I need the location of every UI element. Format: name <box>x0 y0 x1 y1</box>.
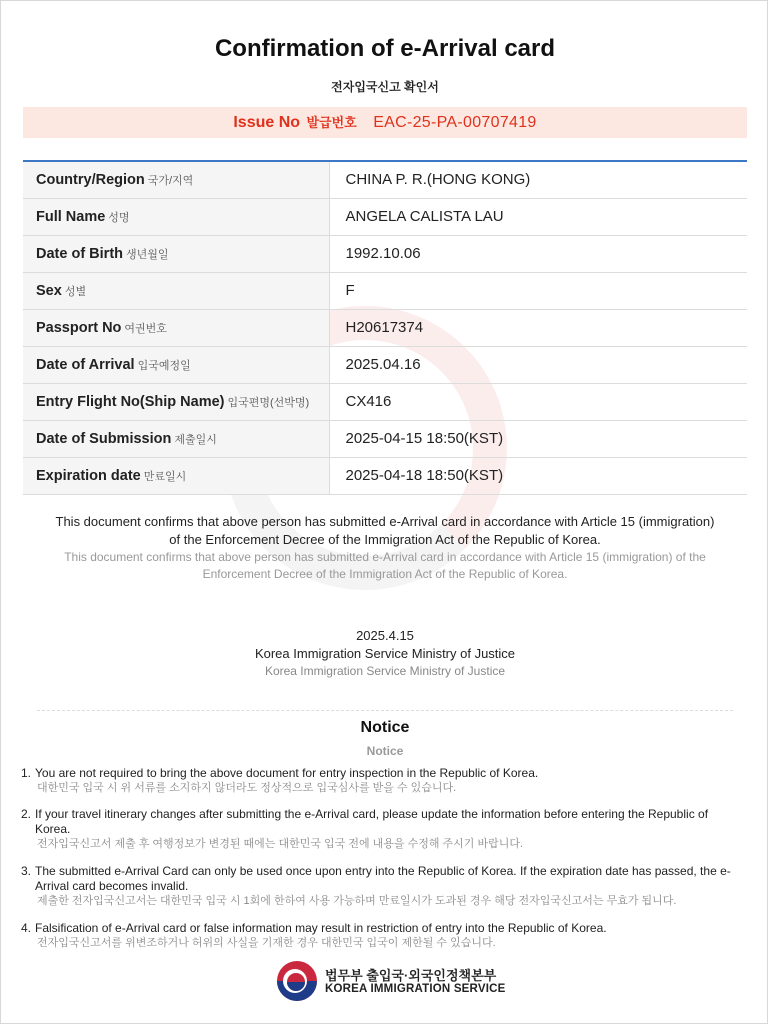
notice-text-kr: 제출한 전자입국신고서는 대한민국 입국 시 1회에 한하여 사용 가능하며 만료일시가 도과된 경우 해당 전자입국신고서는 무효가 됩니다. <box>37 895 677 907</box>
notice-text-en: Falsification of e-Arrival card or false information may result in restriction of entry into the Republic of Korea. <box>35 921 607 935</box>
field-value-sex: F <box>329 272 747 309</box>
korea-immigration-logo <box>277 959 506 1005</box>
table-row <box>23 161 747 198</box>
notice-number: 2. <box>21 807 32 821</box>
field-value-country: CHINA P. R.(HONG KONG) <box>329 161 747 198</box>
field-label: Full Name 성명 <box>23 198 329 235</box>
table-row <box>23 383 747 420</box>
notice-text-kr: 대한민국 입국 시 위 서류를 소지하지 않더라도 정상적으로 입국심사를 받을 수 있습니다. <box>37 782 457 794</box>
field-label: Entry Flight No(Ship Name) 입국편명(선박명) <box>23 383 329 420</box>
notice-text-en: If your travel itinerary changes after submitting the e-Arrival card, please update the information before entering the Republic of Korea. <box>35 807 709 836</box>
issue-label: Issue No <box>233 114 301 131</box>
field-value-date-of-arrival: 2025.04.16 <box>329 346 747 383</box>
field-label: Country/Region 국가/지역 <box>23 161 329 198</box>
logo-text-kr: 법무부 출입국·외국인정책본부 <box>325 968 497 983</box>
notice-subtitle: Notice <box>366 744 404 758</box>
notice-item <box>21 921 733 951</box>
notice-item <box>21 864 733 909</box>
issue-label-kr: 발급번호 <box>306 115 357 130</box>
field-value-passport-no: H20617374 <box>329 309 747 346</box>
field-value-full-name: ANGELA CALISTA LAU <box>329 198 747 235</box>
field-value-expiration-date: 2025-04-18 18:50(KST) <box>329 457 747 494</box>
issuer-name: Korea Immigration Service Ministry of Justice <box>254 646 516 661</box>
document-title: Confirmation of e-Arrival card <box>214 35 556 62</box>
table-row <box>23 457 747 494</box>
table-row <box>23 235 747 272</box>
logo-text-en: KOREA IMMIGRATION SERVICE <box>325 983 506 995</box>
notice-text-en: You are not required to bring the above document for entry inspection in the Republic of Korea. <box>35 766 539 780</box>
notice-text-kr: 전자입국신고서 제출 후 여행정보가 변경된 때에는 대한민국 입국 전에 내용을 수정해 주시기 바랍니다. <box>37 838 524 850</box>
issue-number-value: EAC-25-PA-00707419 <box>373 114 537 131</box>
field-label: Passport No 여권번호 <box>23 309 329 346</box>
confirmation-statement-sub: This document confirms that above person has submitted e-Arrival card in accordance with Article 15 (immigration) of the Enforcement Decree of the Immigration Act of the Republic of Korea. <box>64 550 706 581</box>
issue-number-bar <box>23 107 747 138</box>
notice-title: Notice <box>360 719 410 736</box>
field-label: Date of Submission 제출일시 <box>23 420 329 457</box>
field-label: Date of Birth 생년월일 <box>23 235 329 272</box>
table-row <box>23 309 747 346</box>
field-label: Expiration date 만료일시 <box>23 457 329 494</box>
field-value-submission-date: 2025-04-15 18:50(KST) <box>329 420 747 457</box>
notice-number: 4. <box>21 921 32 935</box>
table-row <box>23 272 747 309</box>
table-row <box>23 346 747 383</box>
section-divider <box>37 710 733 711</box>
notice-item <box>21 766 733 796</box>
notice-number: 3. <box>21 864 32 878</box>
notice-text-en: The submitted e-Arrival Card can only be used once upon entry into the Republic of Korea. If the expiration date has passed, the e-Arrival card becomes invalid. <box>35 864 731 893</box>
notice-number: 1. <box>21 766 32 780</box>
field-value-date-of-birth: 1992.10.06 <box>329 235 747 272</box>
notice-item <box>21 807 733 852</box>
table-row <box>23 198 747 235</box>
field-value-flight-no: CX416 <box>329 383 747 420</box>
issuer-name-sub: Korea Immigration Service Ministry of Justice <box>264 664 506 678</box>
government-emblem-icon <box>277 961 317 1001</box>
field-label: Sex 성별 <box>23 272 329 309</box>
document-subtitle: 전자입국신고 확인서 <box>331 80 439 94</box>
notice-text-kr: 전자입국신고서를 위변조하거나 허위의 사실을 기재한 경우 대한민국 입국이 제한될 수 있습니다. <box>37 937 496 949</box>
issue-date: 2025.4.15 <box>356 628 414 643</box>
field-label: Date of Arrival 입국예정일 <box>23 346 329 383</box>
confirmation-statement: This document confirms that above person has submitted e-Arrival card in accordance with Article 15 (immigration) of the Enforcement Decree of the Immigration Act of the Republic of Korea. <box>55 514 715 547</box>
arrival-info-table <box>23 160 747 495</box>
table-row <box>23 420 747 457</box>
